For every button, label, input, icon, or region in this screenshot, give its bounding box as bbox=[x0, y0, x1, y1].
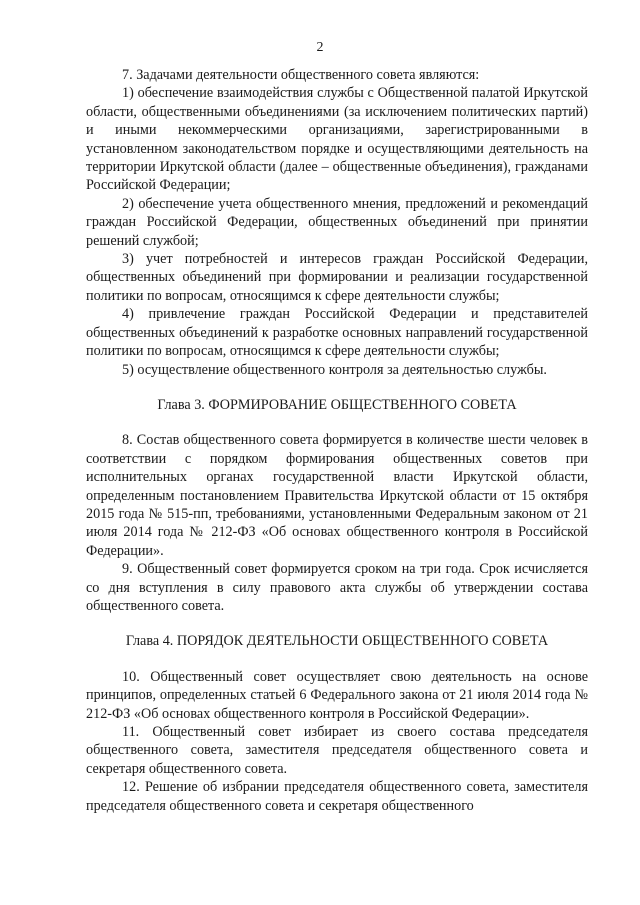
page-number: 2 bbox=[316, 40, 324, 55]
task-item-1: 1) обеспечение взаимодействия службы с Общественной палатой Иркутской области, общественными объединениями (за исключением политических партий) и иными некоммерческими организациями, зарегистрированными в установленном законодательством порядке и осуществляющими деятельность на территории Иркутской области (далее – общественные объединения), гражданами Российской Федерации; bbox=[86, 85, 588, 194]
page-body bbox=[86, 66, 588, 815]
task-item-5: 5) осуществление общественного контроля за деятельностью службы. bbox=[122, 361, 547, 378]
task-item-3: 3) учет потребностей и интересов граждан Российской Федерации, общественных объединений при формировании и реализации государственной политики по вопросам, относящимся к сфере деятельности службы; bbox=[86, 251, 588, 304]
paragraph-11: 11. Общественный совет избирает из своего состава председателя общественного совета, заместителя председателя общественного совета и секретаря общественного совета. bbox=[86, 724, 588, 777]
paragraph-10: 10. Общественный совет осуществляет свою деятельность на основе принципов, определенных статьей 6 Федерального закона от 21 июля 2014 года № 212-ФЗ «Об основах общественного контроля в Российской Федерации». bbox=[86, 668, 588, 722]
paragraph-12: 12. Решение об избрании председателя общественного совета, заместителя председателя общественного совета и секретаря общественного bbox=[86, 779, 588, 814]
paragraph-8: 8. Состав общественного совета формируется в количестве шести человек в соответствии с порядком формирования общественных советов при исполнительных органах государственной власти Иркутской области, определенным постановлением Правительства Иркутской области от 15 октября 2015 года № 515-пп, требованиями, установленными Федеральным законом от 21 июля 2014 года № 212-ФЗ «Об основах общественного контроля в Российской Федерации». bbox=[86, 432, 588, 559]
paragraph-9: 9. Общественный совет формируется сроком на три года. Срок исчисляется со дня вступления в силу правового акта службы об утверждении состава общественного совета. bbox=[86, 561, 588, 614]
paragraph-7: 7. Задачами деятельности общественного совета являются: bbox=[122, 67, 480, 83]
chapter-3-heading: Глава 3. ФОРМИРОВАНИЕ ОБЩЕСТВЕННОГО СОВЕТА bbox=[157, 396, 517, 413]
task-item-4: 4) привлечение граждан Российской Федерации и представителей общественных объединений к разработке основных направлений государственной политики по вопросам, относящимся к сфере деятельности службы; bbox=[86, 306, 588, 360]
task-item-2: 2) обеспечение учета общественного мнения, предложений и рекомендаций граждан Российской Федерации, общественных объединений при принятии решений службой; bbox=[86, 195, 588, 249]
chapter-4-heading: Глава 4. ПОРЯДОК ДЕЯТЕЛЬНОСТИ ОБЩЕСТВЕННОГО СОВЕТА bbox=[125, 633, 549, 650]
